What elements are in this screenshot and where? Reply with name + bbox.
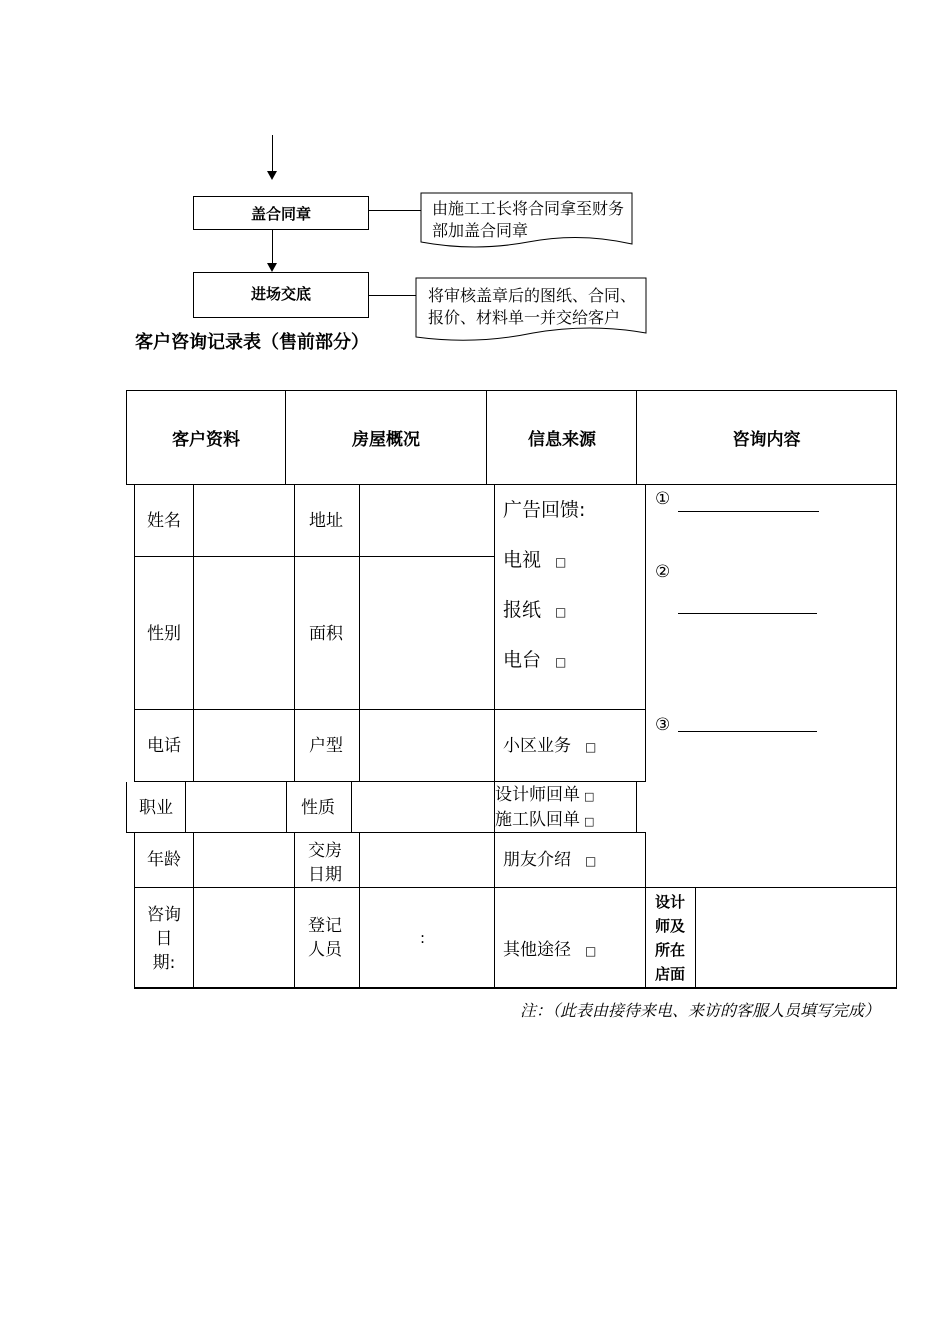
- label-ad-feedback: 广告回馈:: [503, 499, 586, 521]
- checkbox-designer-return[interactable]: □: [584, 790, 595, 803]
- flow-note-handover: 将审核盖章后的图纸、合同、报价、材料单一并交给客户: [428, 286, 637, 327]
- checkbox-community[interactable]: □: [585, 740, 597, 754]
- source-designer-return: [495, 783, 594, 809]
- source-tv-label: 电视: [503, 549, 542, 571]
- source-designer-return-label: 设计师回单: [495, 785, 580, 805]
- header-info-source: 信息来源: [528, 429, 596, 450]
- source-other: [503, 938, 596, 963]
- label-name: 姓名: [147, 511, 181, 531]
- checkbox-tv[interactable]: □: [555, 555, 567, 569]
- header-consult-content: 咨询内容: [732, 429, 801, 450]
- header-customer-info: 客户资料: [172, 429, 240, 450]
- source-other-label: 其他途径: [503, 940, 571, 960]
- label-age: 年龄: [147, 850, 181, 870]
- label-gender: 性别: [147, 624, 181, 644]
- form-title: 客户咨询记录表（售前部分）: [135, 332, 369, 353]
- source-radio: [503, 648, 566, 674]
- consult-item-1: ①: [655, 489, 671, 509]
- source-crew-return-label: 施工队回单: [495, 810, 580, 830]
- label-phone: 电话: [147, 736, 181, 756]
- label-address: 地址: [309, 511, 343, 531]
- flow-step-seal: 盖合同章: [193, 196, 369, 230]
- label-designer-store: 设计师及所在店面: [655, 893, 686, 983]
- checkbox-friend[interactable]: □: [585, 854, 597, 868]
- label-area: 面积: [309, 624, 343, 644]
- label-delivery-date: 交房日期: [308, 841, 342, 885]
- checkbox-radio[interactable]: □: [555, 655, 567, 669]
- registrar-value: :: [420, 929, 426, 947]
- source-newspaper-label: 报纸: [503, 599, 542, 621]
- label-nature: 性质: [301, 798, 335, 818]
- form-footnote: 注：（此表由接待来电、来访的客服人员填写完成）: [520, 1001, 881, 1020]
- flow-note-seal: 由施工工长将合同拿至财务部加盖合同章: [432, 199, 625, 240]
- source-newspaper: [503, 598, 566, 624]
- label-registrar: 登记人员: [308, 916, 342, 960]
- source-radio-label: 电台: [503, 649, 542, 671]
- source-community-label: 小区业务: [503, 736, 571, 756]
- label-consult-date: 咨询日期:: [147, 905, 181, 973]
- source-crew-return: [495, 808, 594, 834]
- source-friend: [503, 848, 596, 873]
- consult-item-3: ③: [655, 715, 671, 735]
- source-tv: [503, 548, 566, 574]
- flow-step-handover: 进场交底: [193, 272, 369, 318]
- checkbox-newspaper[interactable]: □: [555, 605, 567, 619]
- header-house-overview: 房屋概况: [352, 429, 420, 450]
- consult-item-2: ②: [655, 562, 671, 582]
- source-friend-label: 朋友介绍: [503, 850, 571, 870]
- checkbox-other[interactable]: □: [585, 944, 597, 958]
- source-community: [503, 734, 596, 759]
- label-layout: 户型: [309, 736, 343, 756]
- checkbox-crew-return[interactable]: □: [584, 815, 595, 828]
- label-occupation: 职业: [139, 798, 173, 818]
